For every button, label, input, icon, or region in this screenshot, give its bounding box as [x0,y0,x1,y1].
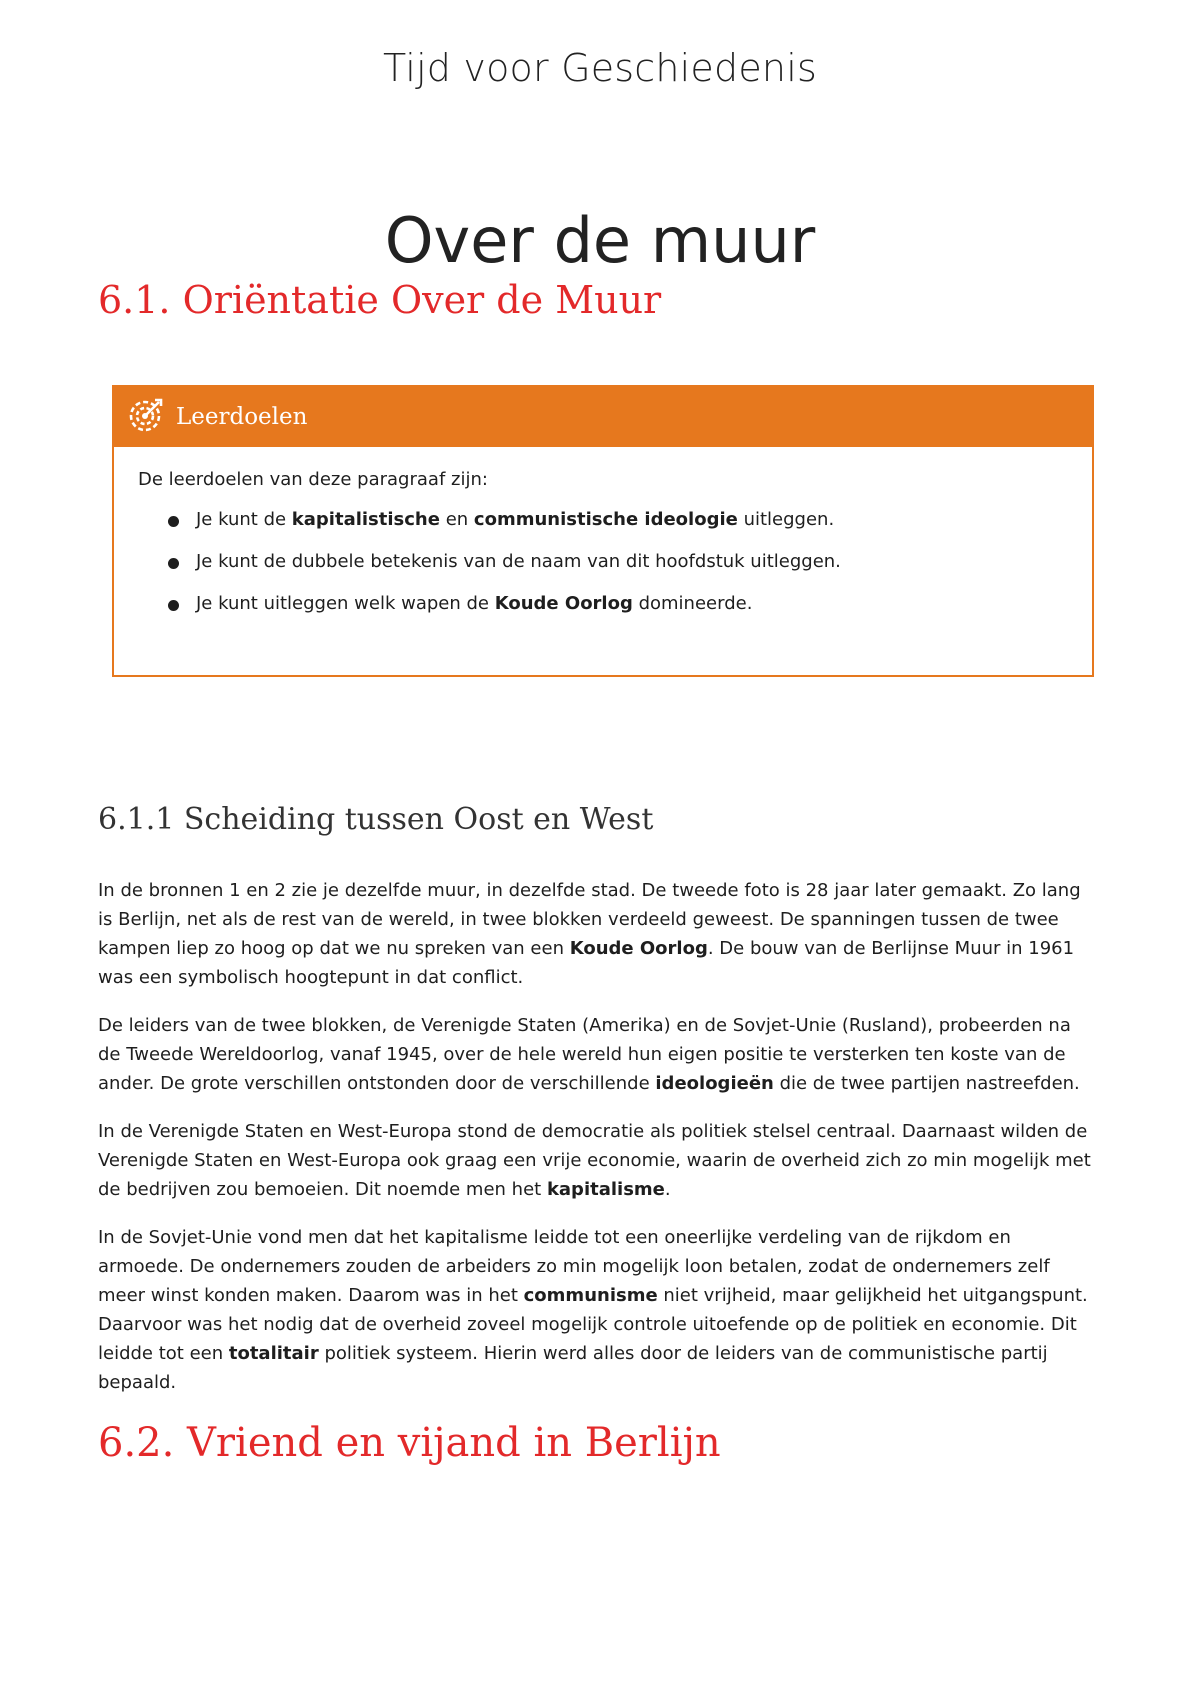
learning-goal-item: Je kunt de kapitalistische en communistische ideologie uitleggen. [138,508,1066,532]
target-arrow-icon [128,397,164,437]
section-heading-6-2: 6.2. Vriend en vijand in Berlijn [98,1420,721,1466]
key-term: communisme [523,1285,658,1306]
paragraph: In de Verenigde Staten en West-Europa stond de democratie als politiek stelsel centraal. Daarnaast wilden de Verenigde Staten en West-Europa ook graag een vrije economie, waarin de overheid zich zo min mogelijk met de bedrijven zou bemoeien. Dit noemde men het kapitalisme. [98,1121,1091,1200]
learning-goal-item: Je kunt uitleggen welk wapen de Koude Oorlog domineerde. [138,592,1066,616]
learning-goal-item: Je kunt de dubbele betekenis van de naam van dit hoofdstuk uitleggen. [138,550,1066,574]
learning-goals-label: Leerdoelen [176,404,308,430]
learning-goals-body [114,447,1092,616]
paragraph: In de bronnen 1 en 2 zie je dezelfde muur, in dezelfde stad. De tweede foto is 28 jaar later gemaakt. Zo lang is Berlijn, net als de rest van de wereld, in twee blokken verdeeld geweest. De spanningen tussen de twee kampen liep zo hoog op dat we nu spreken van een Koude Oorlog. De bouw van de Berlijnse Muur in 1961 was een symbolisch hoogtepunt in dat conflict. [98,880,1081,988]
key-term: totalitair [228,1343,319,1364]
paragraph: De leiders van de twee blokken, de Verenigde Staten (Amerika) en de Sovjet-Unie (Rusland), probeerden na de Tweede Wereldoorlog, vanaf 1945, over de hele wereld hun eigen positie te versterken ten koste van de ander. De grote verschillen ontstonden door de verschillende ideologieën die de twee partijen nastreefden. [98,1015,1080,1094]
learning-goals-box [112,385,1094,677]
paragraph: In de Sovjet-Unie vond men dat het kapitalisme leidde tot een oneerlijke verdeling van de rijkdom en armoede. De ondernemers zouden de arbeiders zo min mogelijk loon betalen, zodat de ondernemers zelf meer winst konden maken. Daarom was in het communisme niet vrijheid, maar gelijkheid het uitgangspunt. Daarvoor was het nodig dat de overheid zoveel mogelijk controle uitoefende op de politiek en economie. Dit leidde tot een totalitair politiek systeem. Hierin werd alles door de leiders van de communistische partij bepaald. [98,1227,1088,1393]
body-text [98,876,1098,1416]
learning-goals-intro: De leerdoelen van deze paragraaf zijn: [138,469,488,490]
book-title: Tijd voor Geschiedenis [383,46,817,90]
learning-goals-header [114,387,1092,447]
key-term: kapitalisme [546,1179,665,1200]
subsection-heading-6-1-1: 6.1.1 Scheiding tussen Oost en West [98,802,654,837]
key-term: ideologieën [655,1073,774,1094]
key-term: Koude Oorlog [569,938,708,959]
chapter-title: Over de muur [384,204,816,277]
learning-goals-list [138,508,1066,616]
section-heading-6-1: 6.1. Oriëntatie Over de Muur [98,278,662,322]
